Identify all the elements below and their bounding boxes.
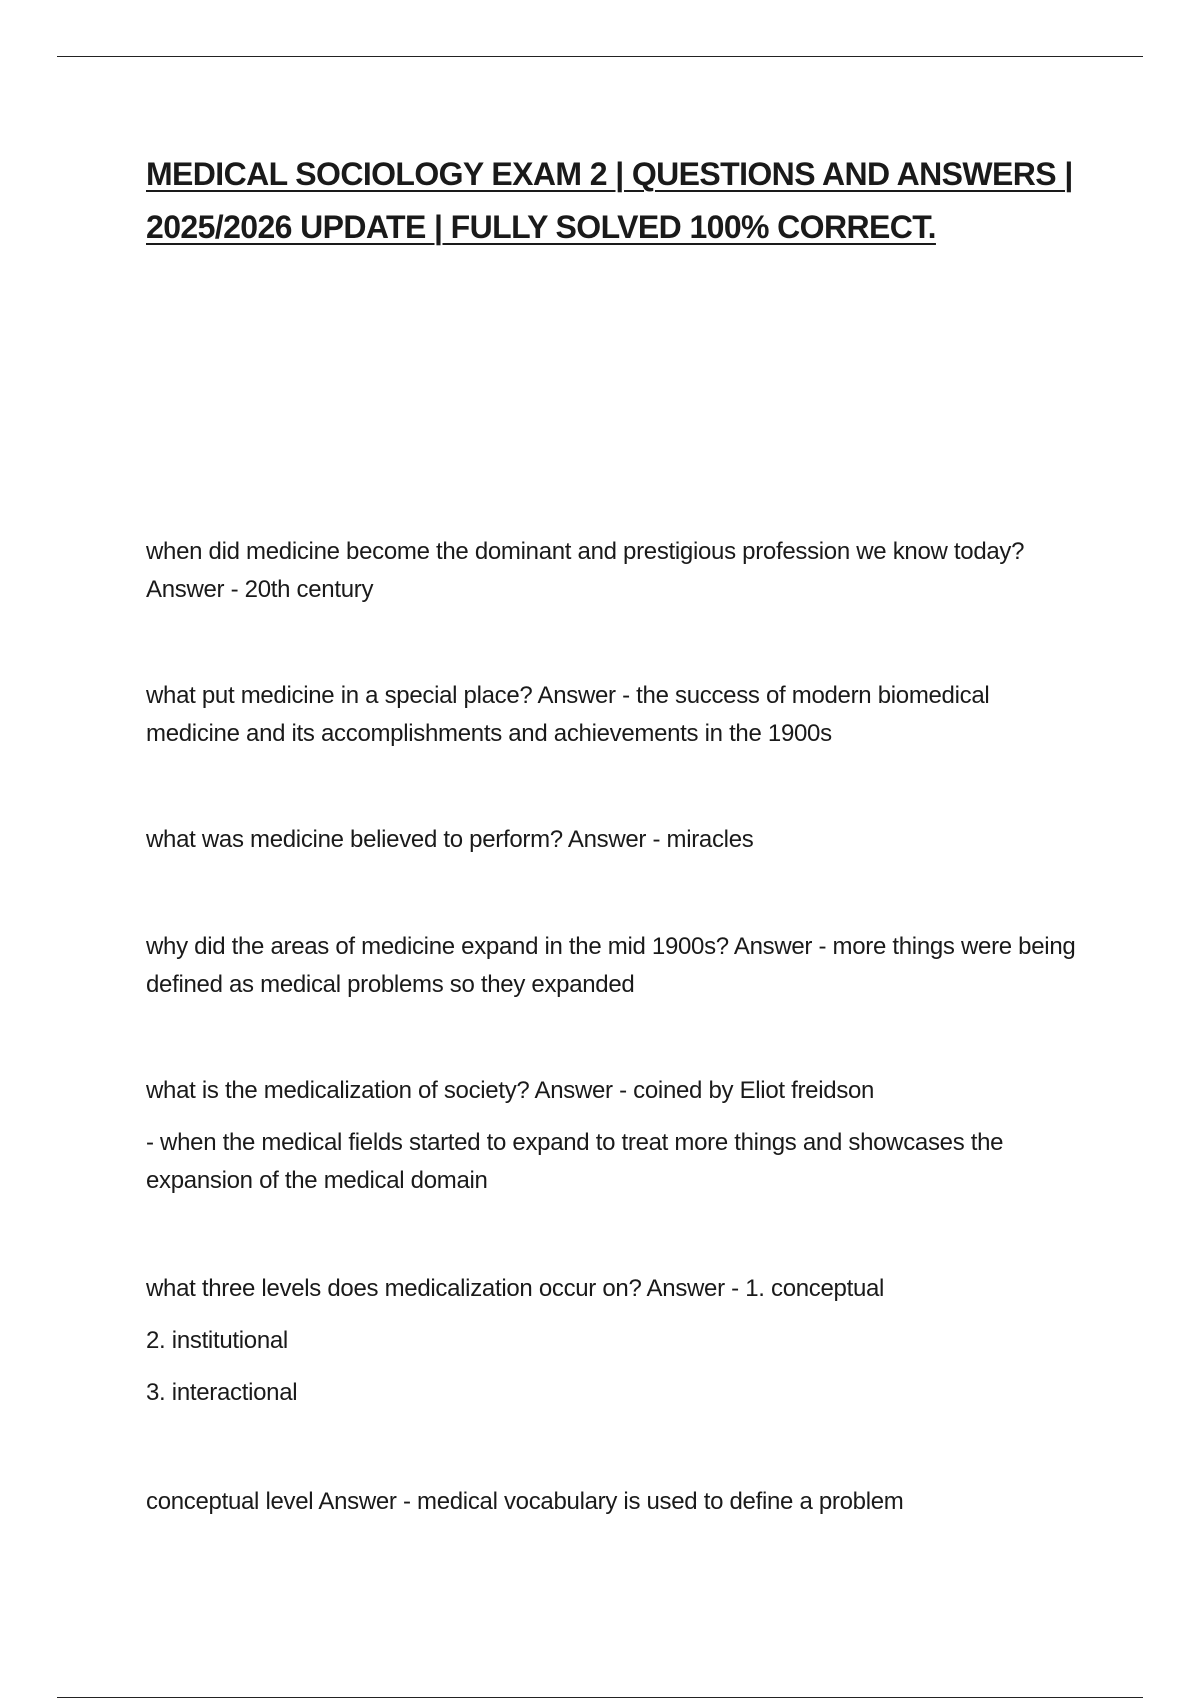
qa-list-item: 2. institutional [146, 1327, 288, 1354]
qa-text: what is the medicalization of society? Answer - coined by Eliot freidson [146, 1077, 875, 1104]
qa-text: conceptual level Answer - medical vocabulary is used to define a problem [146, 1488, 904, 1515]
qa-item [146, 533, 1076, 609]
qa-text: what three levels does medicalization occur on? Answer - 1. conceptual [146, 1275, 885, 1302]
qa-item [146, 1270, 1076, 1412]
qa-text: what put medicine in a special place? Answer - the success of modern biomedical medicine and its accomplishments and achievements in the 1900s [146, 682, 990, 747]
qa-item [146, 677, 1076, 753]
qa-item [146, 1483, 1076, 1521]
bottom-rule [57, 1697, 1143, 1698]
qa-text: why did the areas of medicine expand in the mid 1900s? Answer - more things were being defined as medical problems so they expanded [146, 933, 1076, 998]
qa-list-item: 3. interactional [146, 1379, 298, 1406]
document-title: MEDICAL SOCIOLOGY EXAM 2 | QUESTIONS AND ANSWERS | 2025/2026 UPDATE | FULLY SOLVED 100% CORRECT. [146, 156, 1073, 245]
top-rule [57, 56, 1143, 57]
qa-item [146, 1072, 1076, 1200]
qa-text-continuation: - when the medical fields started to expand to treat more things and showcases the expansion of the medical domain [146, 1129, 1004, 1194]
qa-item [146, 821, 1076, 859]
qa-text: when did medicine become the dominant and prestigious profession we know today? Answer - 20th century [146, 538, 1025, 603]
qa-item [146, 928, 1076, 1004]
qa-text: what was medicine believed to perform? Answer - miracles [146, 826, 754, 853]
